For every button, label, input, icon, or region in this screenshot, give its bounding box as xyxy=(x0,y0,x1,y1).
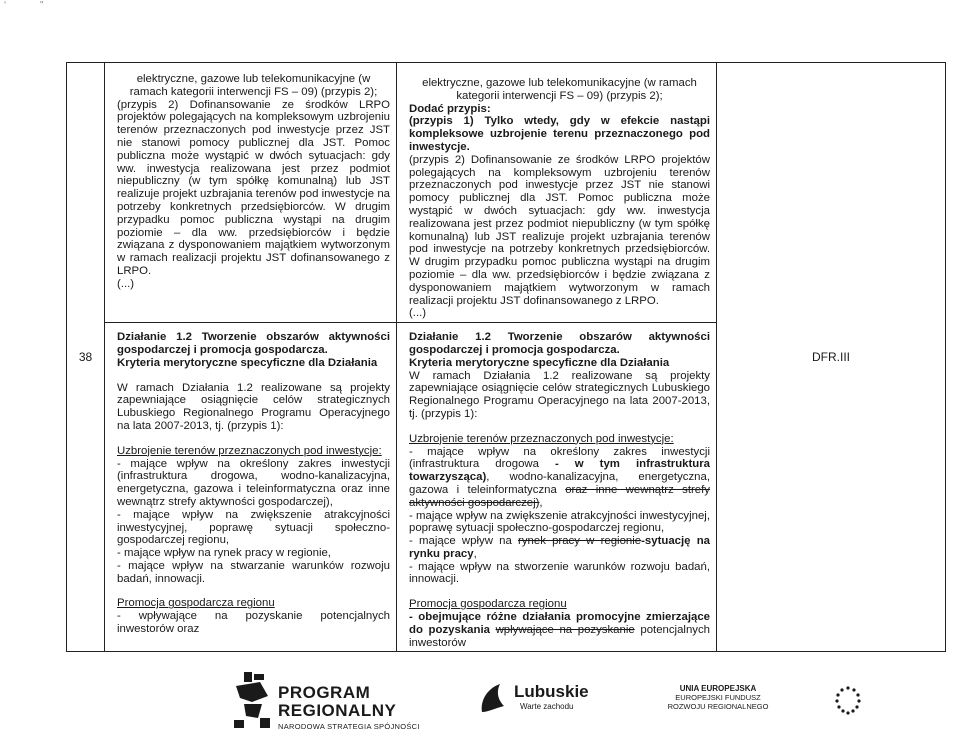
footer-logos xyxy=(0,660,960,748)
deleted-text: wpływające na pozyskanie xyxy=(495,623,635,636)
new-promocja-title: Promocja gospodarcza regionu xyxy=(409,598,567,611)
old-bullet: - mające wpływ na określony zakres inwestycji (infrastruktura drogowa, wodno-kanalizacyjna, energetyczna, gazowa i teleinformatyczna oraz inne wewnątrz strefy aktywności gospodarczej), xyxy=(117,457,390,508)
comparison-table xyxy=(66,62,946,652)
old-text-section-cell xyxy=(105,323,397,652)
remark-text: DFR.III xyxy=(812,350,850,365)
program-regionalny-logo xyxy=(230,668,430,738)
program-title-line: PROGRAM xyxy=(278,683,371,702)
program-title-line: REGIONALNY xyxy=(278,701,397,720)
new-bullet xyxy=(409,446,710,510)
old-bullet: - mające wpływ na stwarzanie warunków rozwoju badań, innowacji. xyxy=(117,559,390,585)
new-bullet-text: , xyxy=(539,496,543,509)
inserted-text: - obejmujące różne działania promocyjne zmierzające do pozyskania xyxy=(409,611,710,636)
new-uzbrojenie-title: Uzbrojenie terenów przeznaczonych pod inwestycje: xyxy=(409,432,674,445)
new-promocja-bullet xyxy=(409,611,710,649)
row-number-cell xyxy=(67,63,105,652)
program-regionalny-mark-icon xyxy=(230,668,276,732)
row-number: 38 xyxy=(78,350,93,365)
deleted-text: rynek pracy w regionie xyxy=(518,535,642,548)
lubuskie-logo xyxy=(478,676,598,726)
old-promocja-title: Promocja gospodarcza regionu xyxy=(117,597,275,610)
old-section-intro: W ramach Działania 1.2 realizowane są projekty zapewniające osiągnięcie celów strategicznych Lubuskiego Regionalnego Programu Operacyjnego na lata 2007-2013, tj. (przypis 1): xyxy=(117,381,390,432)
program-subtitle: NARODOWA STRATEGIA SPÓJNOŚCI xyxy=(278,722,420,731)
new-bullet-text: , xyxy=(473,547,477,560)
added-footnote-text: (przypis 1) Tylko wtedy, gdy w efekcie nastąpi kompleksowe uzbrojenie terenu przeznaczonego pod inwestycje. xyxy=(409,115,710,153)
new-bullet-text: potencjalnych inwestorów xyxy=(409,623,711,649)
new-text-section-cell xyxy=(397,323,717,652)
old-intro-text: elektryczne, gazowe lub telekomunikacyjne (w ramach kategorii interwencji FS – 09) (przypis 2); xyxy=(129,73,378,98)
old-ellipsis: (...) xyxy=(117,277,135,290)
old-bullet: - mające wpływ na rynek pracy w regionie, xyxy=(117,547,331,560)
eu-flag-icon xyxy=(826,682,870,718)
new-bullet-text: , wodno-kanalizacyjna, energetyczna, gazowa i teleinformatyczna xyxy=(409,471,710,496)
lubuskie-slogan: Warte zachodu xyxy=(520,702,574,711)
new-bullet: - mające wpływ na zwiększenie atrakcyjności inwestycyjnej, poprawę sytuacji społeczno-gospodarczej regionu, xyxy=(409,509,710,535)
old-criteria-heading: Kryteria merytoryczne specyficzne dla Działania xyxy=(117,356,378,369)
remarks-cell xyxy=(717,63,946,652)
old-section-heading: Działanie 1.2 Tworzenie obszarów aktywności gospodarczej i promocja gospodarcza. xyxy=(117,331,390,356)
eu-fund-line: ROZWOJU REGIONALNEGO xyxy=(667,702,769,711)
corner-mark: ‘ xyxy=(4,0,7,11)
new-bullet-text: - mające wpływ na określony zakres inwestycji (infrastruktura drogowa xyxy=(409,445,710,471)
new-section-intro: W ramach Działania 1.2 realizowane są projekty zapewniające osiągnięcie celów strategicznych Lubuskiego Regionalnego Programu Operacyjnego na lata 2007-2013, tj. (przypis 1): xyxy=(409,369,710,420)
old-uzbrojenie-title: Uzbrojenie terenów przeznaczonych pod inwestycje: xyxy=(117,444,382,457)
new-footnote-text: (przypis 2) Dofinansowanie ze środków LRPO projektów polegających na kompleksowym uzbrojeniu terenów przeznaczonych pod inwestycje przez JST nie stanowi pomocy publicznej dla JST. Pomoc publiczna może wystąpić w dwóch sytuacjach: gdy ww. inwestycja realizowana jest przez podmiot niepubliczny (w tym spółkę komunalną) lub JST realizuje projekt uzbrajania terenów pod inwestycje na potrzeby konkretnych przedsiębiorców. W drugim przypadku pomoc publiczna wystąpi na drugim poziomie – dla ww. przedsiębiorców i będzie związana z dysponowaniem majątkiem wytworzonym w ramach realizacji projektu JST dofinansowanego z LRPO. xyxy=(409,153,710,307)
eu-title: UNIA EUROPEJSKA xyxy=(679,684,757,693)
new-section-heading: Działanie 1.2 Tworzenie obszarów aktywności gospodarczej i promocja gospodarcza. xyxy=(409,331,710,356)
lubuskie-name: Lubuskie xyxy=(514,682,589,701)
old-bullet: - mające wpływ na zwiększenie atrakcyjności inwestycyjnej, poprawę sytuacji społeczno-gospodarczej regionu, xyxy=(117,508,390,547)
new-bullet xyxy=(409,535,710,561)
lubuskie-mark-icon xyxy=(478,682,508,716)
program-regionalny-title xyxy=(278,684,396,720)
deleted-text: oraz inne wewnątrz strefy aktywności gospodarczej) xyxy=(409,483,710,509)
inserted-text: - w tym infrastruktura towarzysząca) xyxy=(409,458,711,484)
eu-fund-text xyxy=(618,684,818,711)
old-text-top-cell xyxy=(105,63,397,323)
old-footnote-text: (przypis 2) Dofinansowanie ze środków LRPO projektów polegających na kompleksowym uzbrojeniu terenów przeznaczonych pod inwestycje przez JST nie stanowi pomocy publicznej dla JST. Pomoc publiczna może wystąpić w dwóch sytuacjach: gdy ww. inwestycja realizowana jest przez podmiot niepubliczny (w tym spółkę komunalną) lub JST realizuje projekt uzbrajania terenów pod inwestycje na potrzeby konkretnych przedsiębiorców. W drugim przypadku pomoc publiczna wystąpi na drugim poziomie – dla ww. przedsiębiorców i będzie związana z dysponowaniem majątkiem wytworzonym w ramach realizacji projektu JST dofinansowanego z LRPO. xyxy=(117,98,390,277)
new-criteria-heading: Kryteria merytoryczne specyficzne dla Działania xyxy=(409,356,670,369)
inserted-text: -sytuację na rynku pracy xyxy=(409,535,711,560)
table-row xyxy=(67,63,946,323)
old-promocja-bullet: - wpływające na pozyskanie potencjalnych inwestorów oraz xyxy=(117,610,390,636)
new-text-top-cell xyxy=(397,63,717,323)
new-bullet-text: - mające wpływ na xyxy=(409,535,519,548)
new-ellipsis: (...) xyxy=(409,307,427,320)
eu-fund-line: EUROPEJSKI FUNDUSZ xyxy=(675,693,761,702)
new-intro-text: elektryczne, gazowe lub telekomunikacyjne (w ramach kategorii interwencji FS – 09) (przypis 2); xyxy=(422,77,697,102)
corner-mark: " xyxy=(40,0,44,11)
new-bullet: - mające wpływ na stworzenie warunków rozwoju badań, innowacji. xyxy=(409,560,710,586)
add-footnote-label: Dodać przypis: xyxy=(409,102,491,115)
